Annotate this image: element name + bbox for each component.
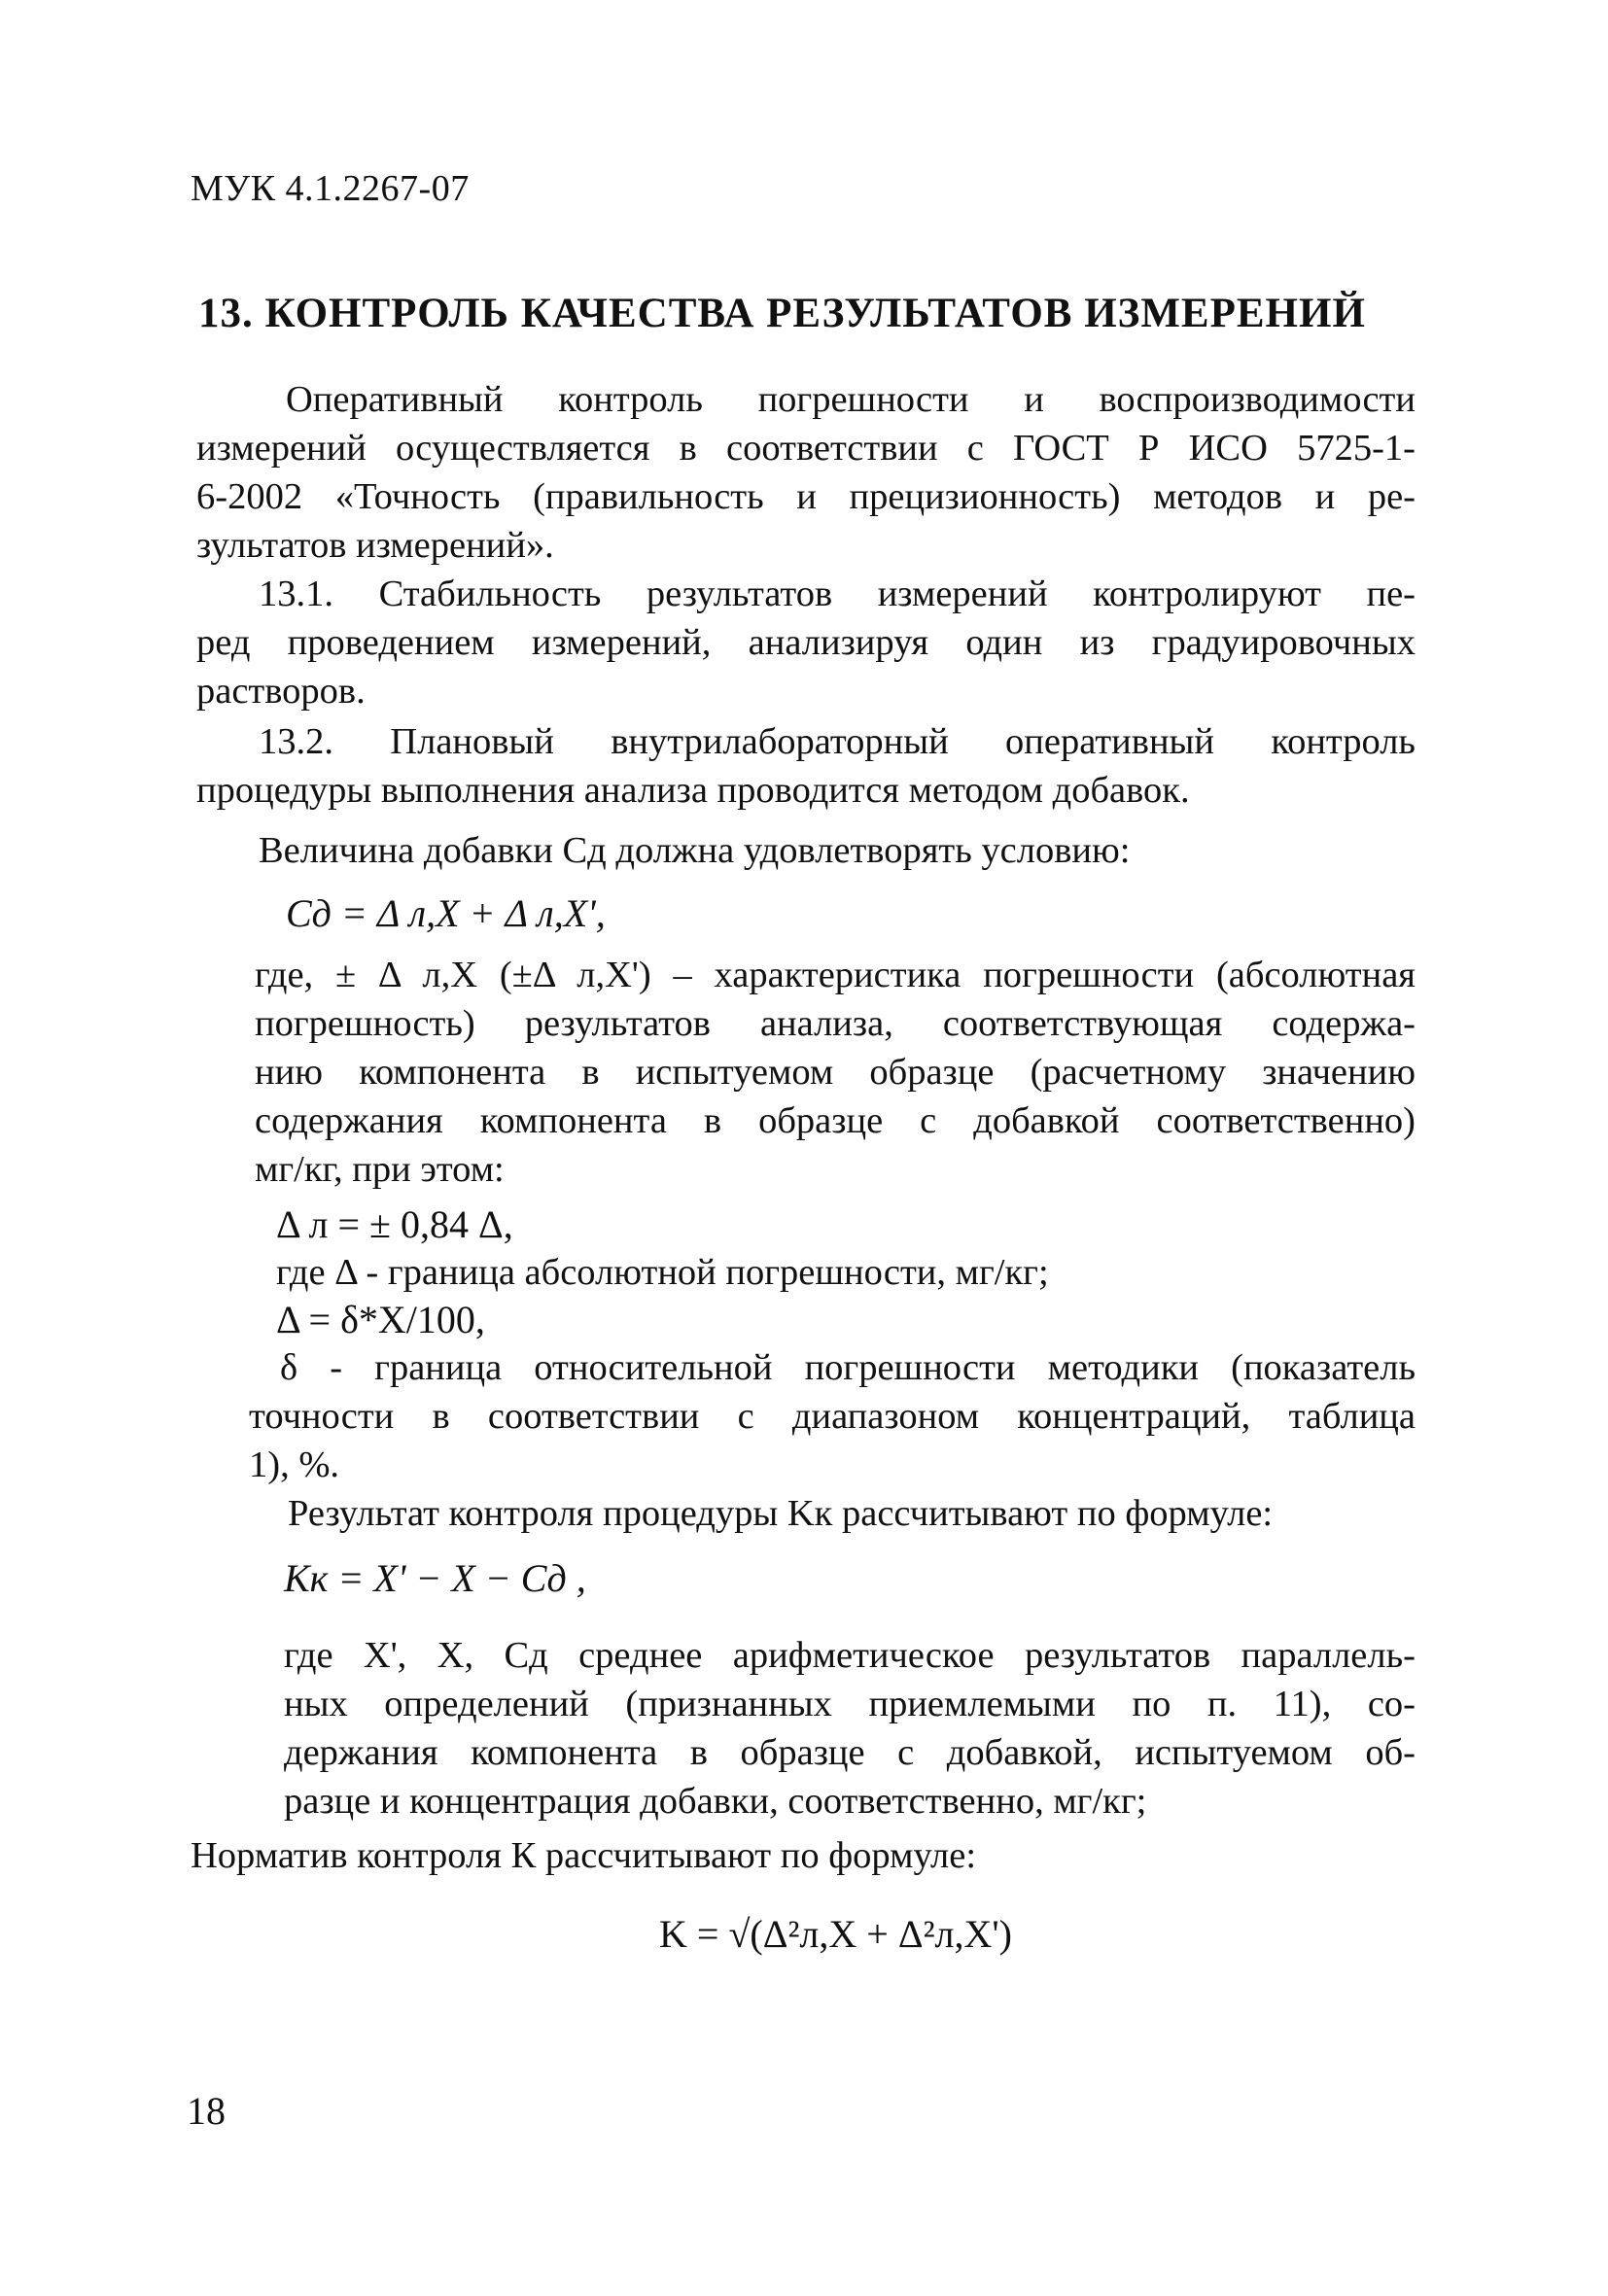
where-line-5: мг/кг, при этом: <box>255 1149 505 1190</box>
kk-where-line-1: где X', X, Cд среднее арифметическое результатов параллель- <box>284 1635 1416 1676</box>
intro-line-1: Оперативный контроль погрешности и воспроизводимости <box>286 379 1416 420</box>
p13-1-line-1: 13.1. Стабильность результатов измерений контролируют пе- <box>259 574 1416 614</box>
intro-line-2: измерений осуществляется в соответствии с ГОСТ Р ИСО 5725-1- <box>196 428 1416 469</box>
where-line-2: погрешность) результатов анализа, соответствующая содержа- <box>255 1003 1416 1044</box>
p13-2-line-1: 13.2. Плановый внутрилабораторный оперативный контроль <box>259 721 1416 762</box>
p13-1-line-2: ред проведением измерений, анализируя один из градуировочных <box>196 622 1416 663</box>
formula-cd: Cд = Δ л,X + Δ л,X', <box>286 891 606 935</box>
delta-small-line-2: точности в соответствии с диапазоном концентраций, таблица <box>249 1396 1416 1437</box>
p13-2-line-2: процедуры выполнения анализа проводится методом добавок. <box>196 770 1190 811</box>
additive-condition: Величина добавки Cд должна удовлетворять условию: <box>259 830 1131 871</box>
formula-kk: Kк = X' − X − Cд , <box>284 1556 586 1600</box>
delta-small-line-3: 1), %. <box>249 1444 340 1485</box>
formula-k: K = √(Δ²л,X + Δ²л,X') <box>659 1912 1012 1956</box>
p13-1-line-3: растворов. <box>196 671 366 712</box>
formula-delta: Δ = δ*X/100, <box>276 1298 485 1341</box>
delta-small-line-1: δ - граница относительной погрешности методики (показатель <box>280 1347 1416 1388</box>
formula-delta-l: Δ л = ± 0,84 Δ, <box>276 1202 513 1246</box>
intro-line-3: 6-2002 «Точность (правильность и прецизионность) методов и ре- <box>196 476 1416 517</box>
where-line-1: где, ± Δ л,X (±Δ л,X') – характеристика погрешности (абсолютная <box>255 955 1416 995</box>
kk-where-line-2: ных определений (признанных приемлемыми по п. 11), со- <box>284 1684 1416 1724</box>
intro-line-4: зультатов измерений». <box>196 525 554 566</box>
kk-intro: Результат контроля процедуры Kк рассчитывают по формуле: <box>288 1493 1274 1534</box>
kk-where-line-3: держания компонента в образце с добавкой, испытуемом об- <box>284 1732 1416 1773</box>
norm-intro: Норматив контроля К рассчитывают по формуле: <box>191 1835 977 1876</box>
where-line-3: нию компонента в испытуемом образце (расчетному значению <box>255 1052 1416 1093</box>
document-code: МУК 4.1.2267-07 <box>191 168 470 209</box>
kk-where-line-4: разце и концентрация добавки, соответственно, мг/кг; <box>284 1781 1147 1822</box>
section-title: 13. КОНТРОЛЬ КАЧЕСТВА РЕЗУЛЬТАТОВ ИЗМЕРЕНИЙ <box>198 291 1366 336</box>
page-number: 18 <box>187 2089 226 2133</box>
where-line-4: содержания компонента в образце с добавкой соответственно) <box>255 1100 1416 1141</box>
delta-definition: где Δ - граница абсолютной погрешности, мг/кг; <box>276 1252 1049 1293</box>
